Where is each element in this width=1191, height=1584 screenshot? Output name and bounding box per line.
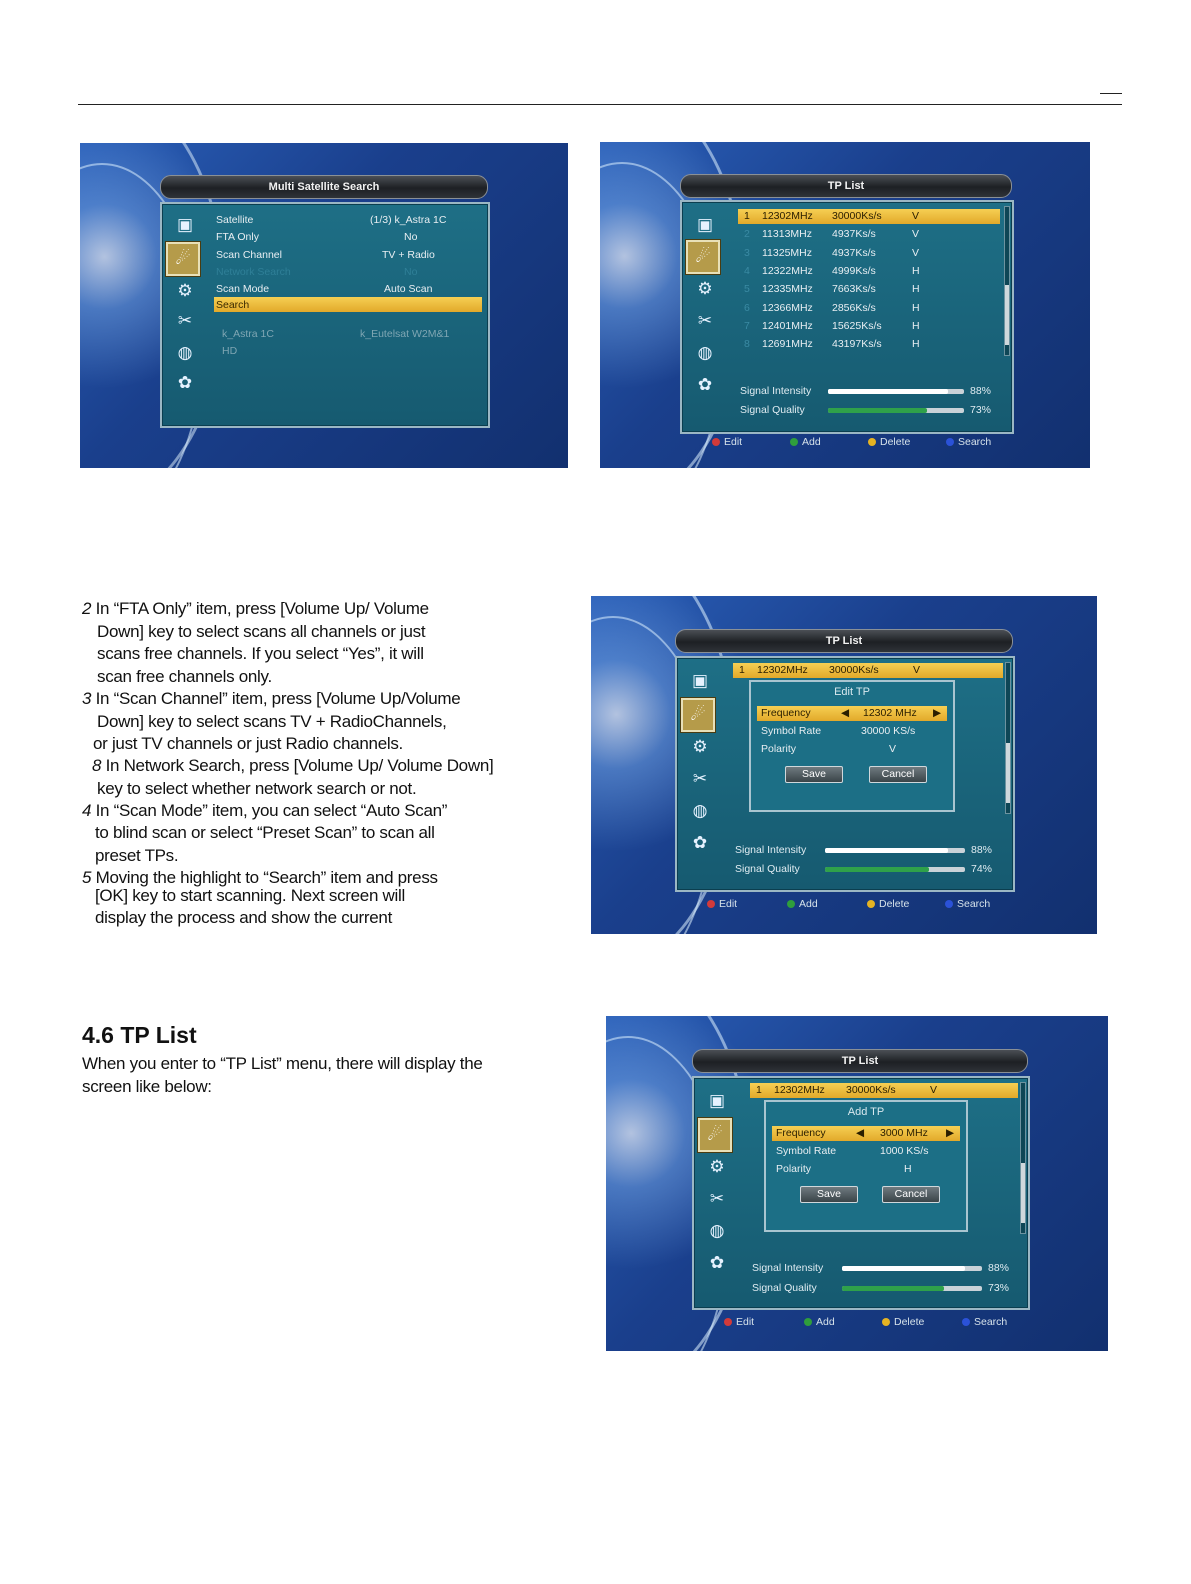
green-key-icon	[787, 900, 795, 908]
satellite-list-left: k_Astra 1C	[222, 328, 274, 340]
tv-icon[interactable]: ▣	[696, 215, 714, 234]
tools-icon[interactable]: ✂	[692, 769, 708, 788]
step-number: 2	[82, 599, 92, 618]
tp-row-frequency[interactable]: 12335MHz	[762, 283, 813, 296]
tools-icon[interactable]: ✂	[697, 311, 713, 330]
left-arrow-icon[interactable]: ◀	[841, 707, 850, 719]
legend-search[interactable]: Search	[962, 1316, 1007, 1328]
instruction-line	[93, 733, 403, 755]
instruction-text: scans free channels. If you select “Yes”, it will	[97, 644, 424, 663]
section-body-line: screen like below:	[82, 1077, 212, 1096]
legend-search[interactable]: Search	[946, 436, 991, 448]
games-icon[interactable]: ✿	[709, 1253, 725, 1272]
tp-row-number[interactable]: 2	[744, 228, 750, 241]
legend-delete[interactable]: Delete	[868, 436, 910, 448]
step-number: 4	[82, 801, 92, 820]
instruction-text: [OK] key to start scanning. Next screen will	[95, 886, 405, 905]
signal-intensity-fill	[825, 848, 948, 853]
red-key-icon	[707, 900, 715, 908]
tp-list-scrollbar[interactable]	[1005, 662, 1011, 814]
instruction-line	[82, 800, 447, 822]
section-body-line: When you enter to “TP List” menu, there will display the	[82, 1054, 483, 1073]
blue-key-icon	[945, 900, 953, 908]
save-button[interactable]: Save	[785, 766, 843, 783]
frequency-field[interactable]: 3000 MHz	[880, 1127, 928, 1139]
tp-row-frequency[interactable]: 11325MHz	[762, 246, 812, 259]
setting-value-scan-channel[interactable]: TV + Radio	[382, 249, 435, 261]
tp-row-symbol-rate[interactable]: 4999Ks/s	[832, 264, 876, 277]
left-arrow-icon[interactable]: ◀	[856, 1127, 865, 1139]
cancel-button[interactable]: Cancel	[882, 1186, 940, 1203]
frequency-field[interactable]: 12302 MHz	[863, 707, 917, 719]
polarity-field[interactable]: V	[889, 743, 897, 755]
tp-row-polarity[interactable]: H	[912, 264, 920, 277]
tp-row-number[interactable]: 1	[756, 1084, 762, 1096]
tp-row-polarity[interactable]: V	[912, 210, 920, 222]
tp-row-symbol-rate[interactable]: 7663Ks/s	[832, 283, 876, 296]
section-body	[82, 1052, 483, 1098]
tp-row-number[interactable]: 8	[744, 338, 750, 351]
instruction-text: In “Scan Mode” item, you can select “Auto Scan”	[91, 801, 448, 820]
instruction-line	[95, 907, 392, 929]
instruction-text: to blind scan or select “Preset Scan” to scan all	[95, 823, 435, 842]
signal-quality-value: 73%	[970, 404, 992, 416]
setting-label-scan-channel[interactable]: Scan Channel	[216, 249, 282, 261]
screen-title: TP List	[680, 174, 1012, 198]
setting-label-satellite[interactable]: Satellite	[216, 214, 254, 226]
tp-row-frequency[interactable]: 12401MHz	[762, 319, 813, 332]
dialog-title: Edit TP	[834, 686, 870, 698]
tp-row-number[interactable]: 7	[744, 319, 750, 332]
setting-value-scan-mode[interactable]: Auto Scan	[384, 283, 433, 295]
screenshot-add-tp	[606, 1016, 1108, 1351]
right-arrow-icon[interactable]: ▶	[946, 1127, 955, 1139]
tools-icon[interactable]: ✂	[709, 1189, 725, 1208]
search-button[interactable]: Search	[216, 299, 250, 311]
instruction-line	[82, 688, 460, 710]
setting-value-fta-only[interactable]: No	[404, 231, 418, 243]
tp-row-polarity[interactable]: H	[912, 283, 920, 296]
satellite-icon[interactable]: ☄	[681, 698, 715, 732]
dialog-title: Add TP	[847, 1106, 885, 1118]
symbol-rate-label: Symbol Rate	[776, 1145, 837, 1157]
legend-add[interactable]: Add	[804, 1316, 835, 1328]
tp-row-symbol-rate[interactable]: 4937Ks/s	[832, 246, 876, 259]
tp-list-panel	[680, 200, 1014, 434]
signal-quality-value: 73%	[988, 1282, 1010, 1294]
frequency-label: Frequency	[761, 707, 811, 719]
tp-row-frequency[interactable]: 12302MHz	[774, 1084, 825, 1096]
games-icon[interactable]: ✿	[697, 375, 713, 394]
instruction-line	[97, 778, 416, 800]
header-page-mark	[1100, 93, 1122, 94]
tp-row-symbol-rate[interactable]: 4937Ks/s	[832, 228, 876, 241]
signal-intensity-label: Signal Intensity	[735, 844, 807, 856]
instruction-text: preset TPs.	[95, 846, 179, 865]
signal-quality-label: Signal Quality	[735, 863, 800, 875]
selected-row-highlight	[214, 297, 482, 312]
screen-title: TP List	[692, 1049, 1028, 1073]
signal-quality-label: Signal Quality	[752, 1282, 817, 1294]
settings-gear-icon[interactable]: ⚙	[697, 279, 713, 298]
tp-row-number[interactable]: 1	[739, 664, 745, 676]
tp-row-polarity[interactable]: H	[912, 319, 920, 332]
instruction-line	[97, 643, 424, 665]
setting-label-scan-mode[interactable]: Scan Mode	[216, 283, 270, 295]
instruction-line	[97, 666, 272, 688]
menu-panel	[160, 202, 490, 428]
instruction-line	[95, 822, 435, 844]
screen-title: Multi Satellite Search	[160, 175, 488, 199]
signal-quality-value: 74%	[971, 863, 993, 875]
instruction-text: In “Scan Channel” item, press [Volume Up/Volume	[91, 689, 461, 708]
globe-icon[interactable]: ◍	[697, 343, 713, 362]
tp-row-number[interactable]: 3	[744, 246, 750, 259]
instruction-text: display the process and show the current	[95, 908, 393, 927]
instruction-line	[82, 598, 429, 620]
tv-icon[interactable]: ▣	[176, 215, 194, 234]
instruction-text: Down] key to select scans TV + RadioChannels,	[97, 712, 447, 731]
tp-row-number[interactable]: 1	[744, 210, 750, 222]
tp-row-frequency[interactable]: 11313MHz	[762, 228, 812, 241]
symbol-rate-field[interactable]: 30000 KS/s	[861, 725, 916, 737]
globe-icon[interactable]: ◍	[709, 1221, 725, 1240]
tp-row-frequency[interactable]: 12302MHz	[762, 210, 813, 222]
tv-icon[interactable]: ▣	[691, 671, 709, 690]
instruction-text: In Network Search, press [Volume Up/ Volume Down]	[101, 756, 494, 775]
signal-intensity-bar	[828, 389, 964, 394]
screenshot-tp-list	[600, 142, 1090, 468]
tp-row-symbol-rate[interactable]: 30000Ks/s	[832, 210, 882, 222]
cancel-button[interactable]: Cancel	[869, 766, 927, 783]
signal-quality-bar	[828, 408, 964, 413]
tp-row-polarity[interactable]: V	[913, 664, 921, 676]
legend-delete[interactable]: Delete	[882, 1316, 924, 1328]
tp-row-polarity[interactable]: H	[912, 338, 920, 351]
signal-intensity-label: Signal Intensity	[740, 385, 812, 397]
signal-quality-bar	[825, 867, 965, 872]
satellite-list-right: k_Eutelsat W2M&1	[360, 328, 450, 340]
tp-list-scrollbar[interactable]	[1020, 1082, 1026, 1234]
symbol-rate-field[interactable]: 1000 KS/s	[880, 1145, 929, 1157]
header-rule	[78, 104, 1122, 105]
tp-row-frequency[interactable]: 12366MHz	[762, 301, 813, 314]
section-heading: 4.6 TP List	[82, 1022, 197, 1048]
yellow-key-icon	[868, 438, 876, 446]
signal-intensity-label: Signal Intensity	[752, 1262, 824, 1274]
signal-intensity-bar	[842, 1266, 982, 1271]
setting-label-network-search: Network Search	[216, 266, 291, 278]
tp-row-symbol-rate[interactable]: 15625Ks/s	[832, 319, 882, 332]
globe-icon[interactable]: ◍	[177, 343, 193, 362]
signal-intensity-value: 88%	[988, 1262, 1010, 1274]
symbol-rate-label: Symbol Rate	[761, 725, 822, 737]
legend-edit[interactable]: Edit	[712, 436, 742, 448]
step-number: 8	[92, 756, 102, 775]
instruction-text: key to select whether network search or not.	[97, 779, 417, 798]
instruction-line	[95, 885, 405, 907]
instruction-text: scan free channels only.	[97, 667, 272, 686]
green-key-icon	[790, 438, 798, 446]
signal-intensity-value: 88%	[971, 844, 993, 856]
settings-gear-icon[interactable]: ⚙	[177, 281, 193, 300]
red-key-icon	[712, 438, 720, 446]
save-button[interactable]: Save	[800, 1186, 858, 1203]
polarity-label: Polarity	[761, 743, 797, 755]
blue-key-icon	[962, 1318, 970, 1326]
screen-title: TP List	[675, 629, 1013, 653]
tp-row-symbol-rate[interactable]: 30000Ks/s	[846, 1084, 896, 1096]
setting-value-network-search: No	[404, 266, 418, 278]
polarity-field[interactable]: H	[904, 1163, 912, 1175]
green-key-icon	[804, 1318, 812, 1326]
signal-quality-fill	[842, 1286, 944, 1291]
tp-row-frequency[interactable]: 12691MHz	[762, 338, 813, 351]
polarity-label: Polarity	[776, 1163, 812, 1175]
right-arrow-icon[interactable]: ▶	[933, 707, 942, 719]
tp-row-number[interactable]: 4	[744, 264, 750, 277]
legend-delete[interactable]: Delete	[867, 898, 909, 910]
instruction-line	[92, 755, 493, 777]
satellite-icon[interactable]: ☄	[698, 1118, 732, 1152]
signal-intensity-fill	[828, 389, 948, 394]
legend-edit[interactable]: Edit	[707, 898, 737, 910]
legend-add[interactable]: Add	[790, 436, 821, 448]
legend-edit[interactable]: Edit	[724, 1316, 754, 1328]
globe-icon[interactable]: ◍	[692, 801, 708, 820]
signal-quality-fill	[825, 867, 929, 872]
satellite-list-extra: HD	[222, 345, 238, 357]
games-icon[interactable]: ✿	[692, 833, 708, 852]
instruction-text: In “FTA Only” item, press [Volume Up/ Volume	[91, 599, 429, 618]
tp-row-polarity[interactable]: V	[930, 1084, 938, 1096]
instruction-line	[97, 621, 425, 643]
settings-gear-icon[interactable]: ⚙	[692, 737, 708, 756]
tools-icon[interactable]: ✂	[177, 311, 193, 330]
settings-gear-icon[interactable]: ⚙	[709, 1157, 725, 1176]
signal-quality-label: Signal Quality	[740, 404, 805, 416]
yellow-key-icon	[867, 900, 875, 908]
setting-value-satellite[interactable]: (1/3) k_Astra 1C	[370, 214, 447, 226]
tp-row-symbol-rate[interactable]: 43197Ks/s	[832, 338, 882, 351]
tp-row-symbol-rate[interactable]: 2856Ks/s	[832, 301, 876, 314]
instruction-line	[95, 845, 178, 867]
games-icon[interactable]: ✿	[177, 373, 193, 392]
signal-intensity-fill	[842, 1266, 965, 1271]
screenshot-edit-tp	[591, 596, 1097, 934]
tp-row-polarity[interactable]: H	[912, 301, 920, 314]
legend-add[interactable]: Add	[787, 898, 818, 910]
tp-row-frequency[interactable]: 12322MHz	[762, 264, 813, 277]
instruction-text: Down] key to select scans all channels or just	[97, 622, 426, 641]
tp-row-polarity[interactable]: V	[912, 228, 920, 241]
tv-icon[interactable]: ▣	[708, 1091, 726, 1110]
legend-search[interactable]: Search	[945, 898, 990, 910]
signal-quality-fill	[828, 408, 927, 413]
yellow-key-icon	[882, 1318, 890, 1326]
red-key-icon	[724, 1318, 732, 1326]
add-tp-dialog	[764, 1100, 968, 1232]
signal-quality-bar	[842, 1286, 982, 1291]
satellite-icon[interactable]: ☄	[686, 240, 720, 274]
step-number: 3	[82, 689, 92, 708]
tp-row-symbol-rate[interactable]: 30000Ks/s	[829, 664, 879, 676]
tp-row-frequency[interactable]: 12302MHz	[757, 664, 808, 676]
step-number: 5	[82, 868, 92, 887]
blue-key-icon	[946, 438, 954, 446]
edit-tp-dialog	[749, 680, 955, 812]
setting-label-fta-only[interactable]: FTA Only	[216, 231, 259, 243]
screenshot-multi-satellite-search	[80, 143, 568, 468]
instruction-text: or just TV channels or just Radio channels.	[93, 734, 403, 753]
frequency-label: Frequency	[776, 1127, 826, 1139]
tp-row-polarity[interactable]: V	[912, 246, 920, 259]
signal-intensity-bar	[825, 848, 965, 853]
signal-intensity-value: 88%	[970, 385, 992, 397]
satellite-icon[interactable]: ☄	[166, 242, 200, 276]
tp-row-number[interactable]: 6	[744, 301, 750, 314]
instruction-text: Moving the highlight to “Search” item and press	[91, 868, 438, 887]
tp-list-scrollbar[interactable]	[1004, 206, 1010, 356]
instruction-line	[97, 711, 447, 733]
tp-row-number[interactable]: 5	[744, 283, 750, 296]
